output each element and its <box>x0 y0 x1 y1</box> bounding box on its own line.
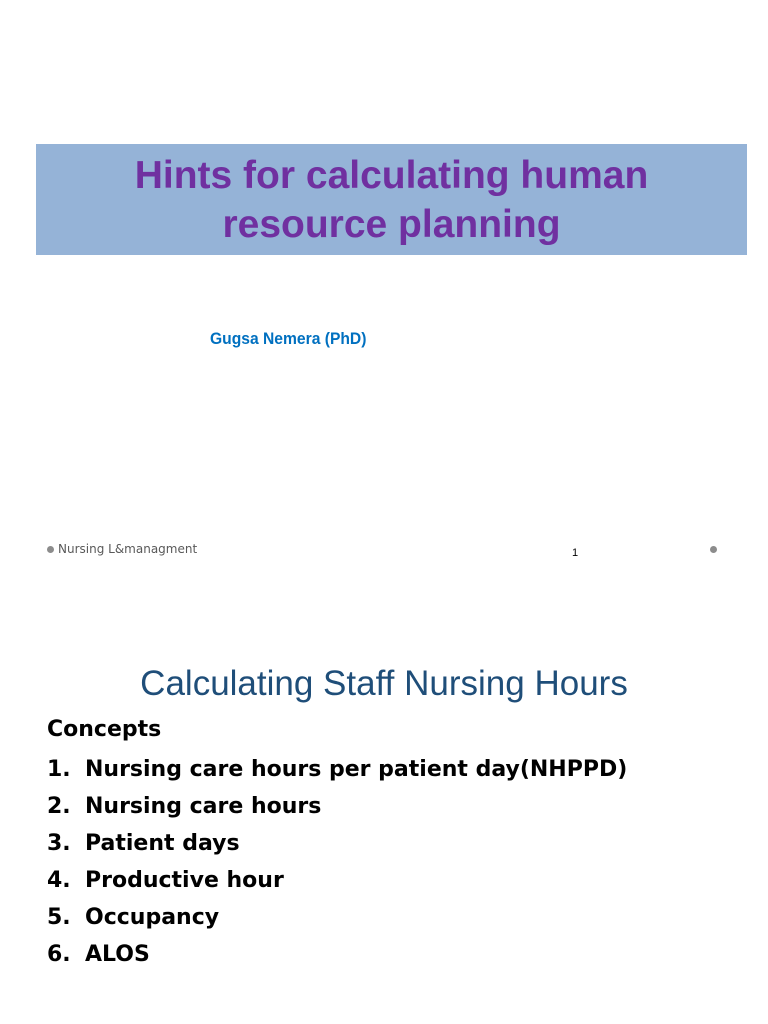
concept-text: Patient days <box>85 831 240 856</box>
concept-text: ALOS <box>85 942 150 967</box>
concept-number: 5. <box>47 905 71 930</box>
concept-item <box>47 936 627 973</box>
concept-number: 4. <box>47 868 71 893</box>
concept-text: Occupancy <box>85 905 220 930</box>
slide1-title-line-2: resource planning <box>222 202 561 246</box>
concept-item <box>47 788 627 825</box>
concept-item <box>47 862 627 899</box>
concept-list <box>47 751 627 973</box>
concepts-heading: Concepts <box>47 717 162 742</box>
concept-item <box>47 751 627 788</box>
slide2-title: Calculating Staff Nursing Hours <box>140 664 628 703</box>
footer-text: Nursing L&managment <box>58 542 198 556</box>
concept-number: 6. <box>47 942 71 967</box>
slide1-title-band <box>36 144 747 255</box>
slide1-author: Gugsa Nemera (PhD) <box>210 329 367 348</box>
concept-item <box>47 899 627 936</box>
concept-text: Productive hour <box>85 868 284 893</box>
slide1-title-line-1: Hints for calculating human <box>134 153 649 197</box>
concept-number: 3. <box>47 831 71 856</box>
concept-text: Nursing care hours <box>85 794 322 819</box>
concept-number: 2. <box>47 794 71 819</box>
page-number: 1 <box>572 547 579 559</box>
concept-text: Nursing care hours per patient day(NHPPD) <box>85 757 628 782</box>
concept-item <box>47 825 627 862</box>
slide1-footer <box>47 542 197 556</box>
concept-number: 1. <box>47 757 71 782</box>
footer-bullet-icon <box>47 546 54 553</box>
footer-right-bullet-icon <box>710 546 717 553</box>
